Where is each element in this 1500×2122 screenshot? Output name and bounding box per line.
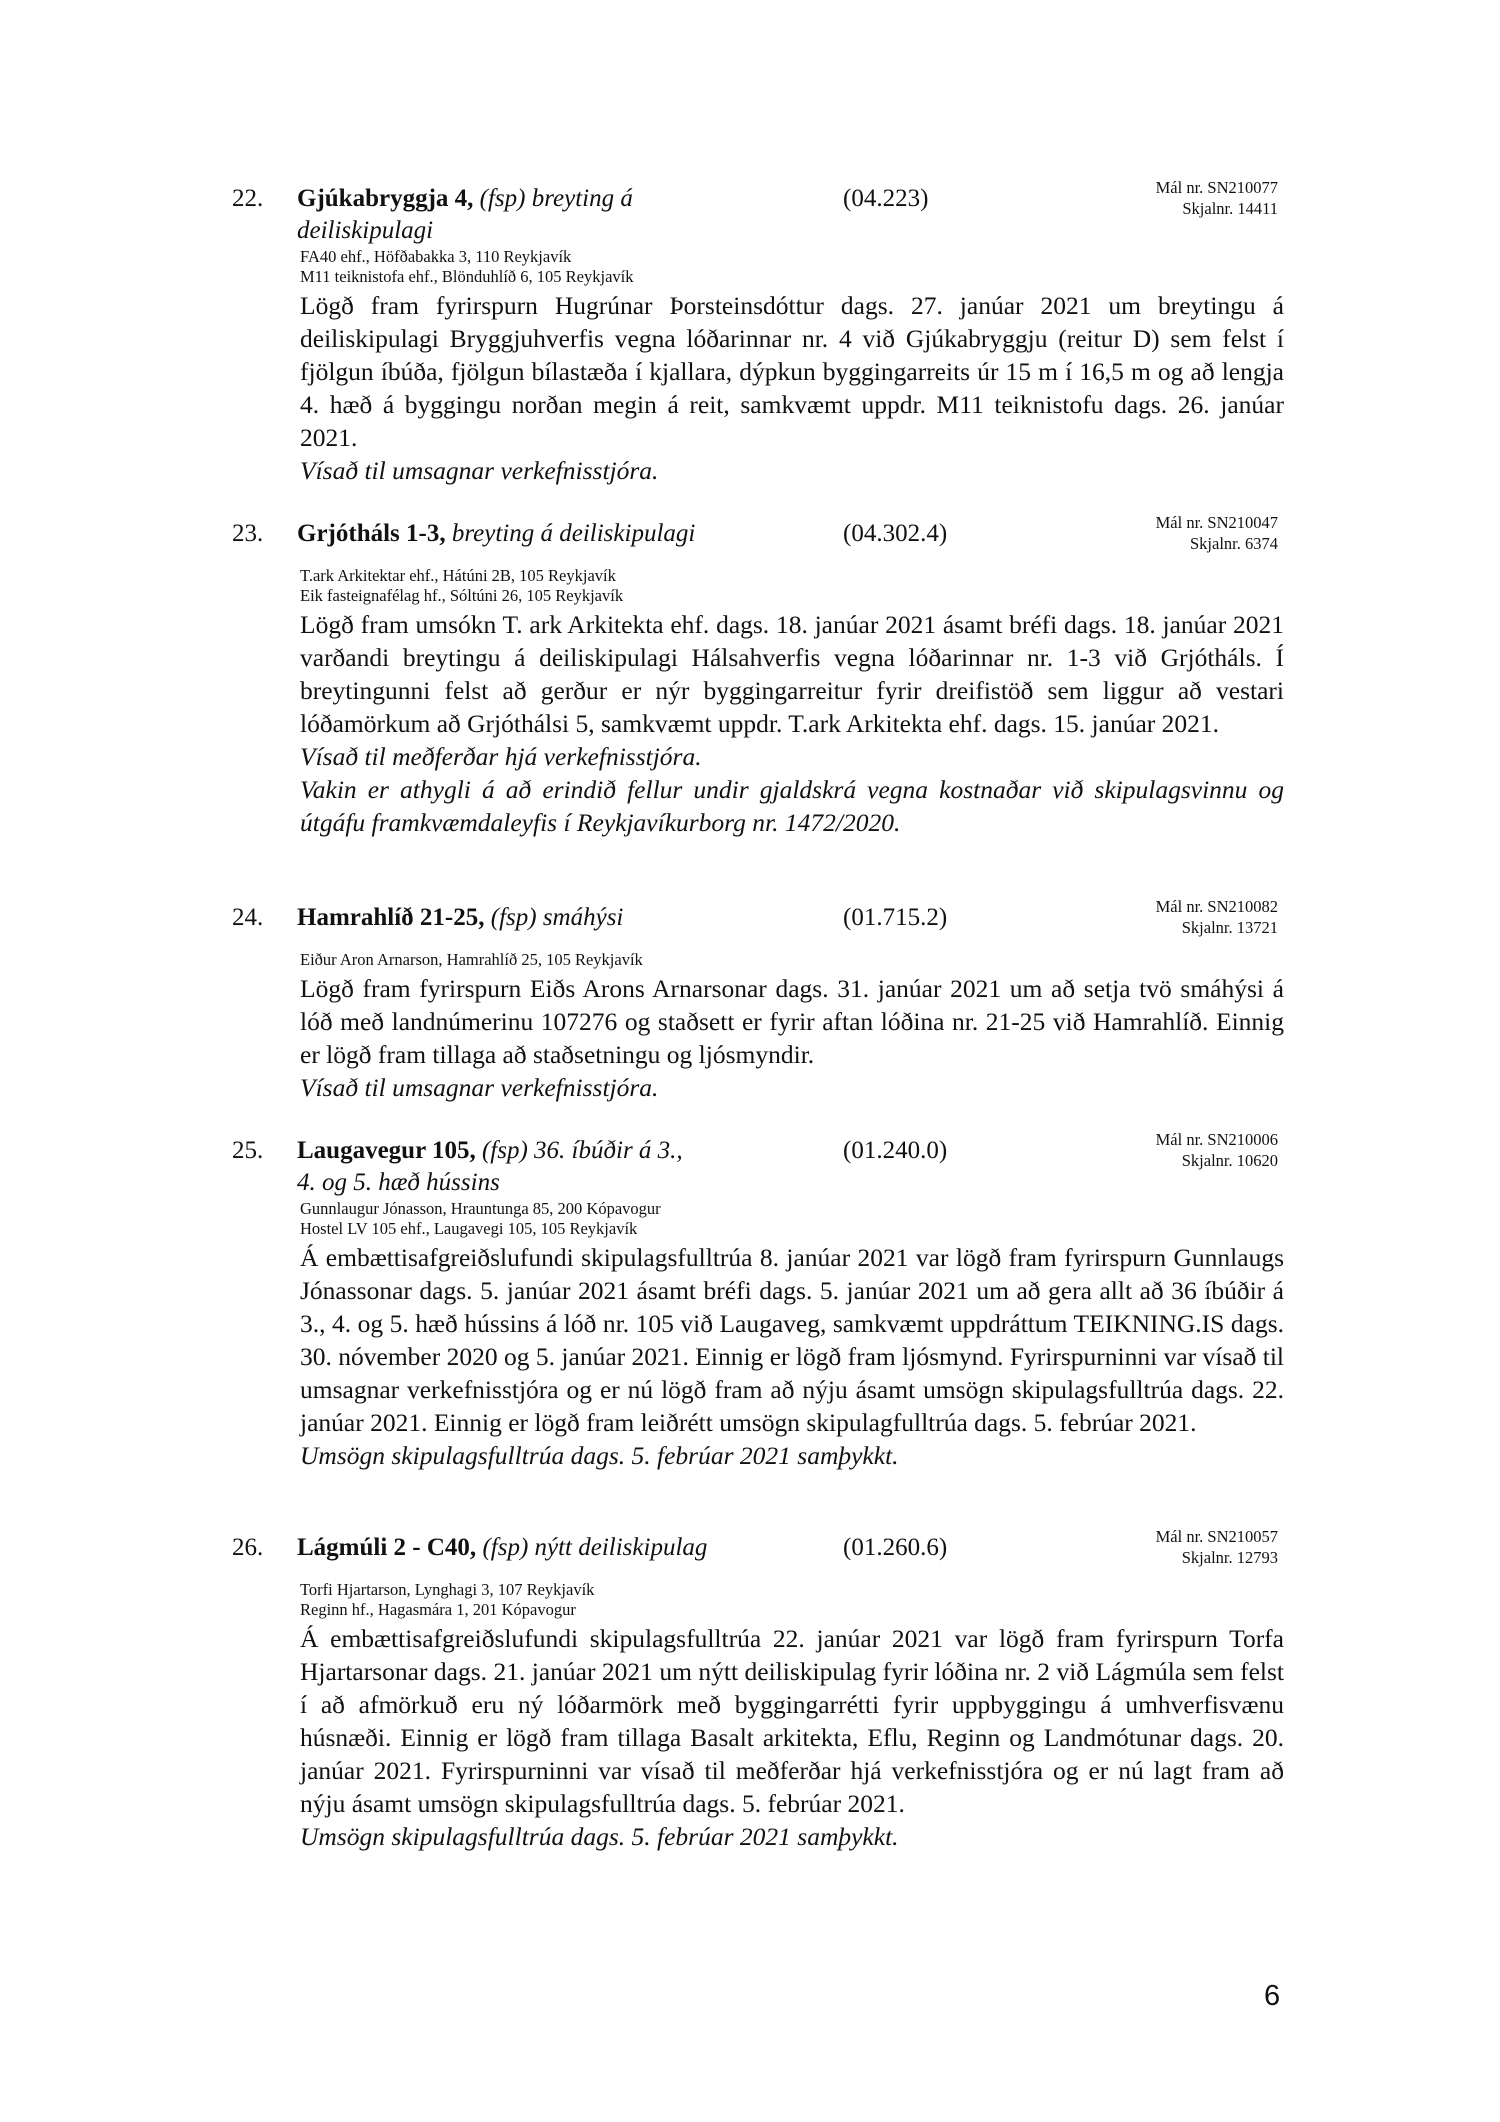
party: Reginn hf., Hagasmára 1, 201 Kópavogur <box>300 1600 576 1619</box>
item-title <box>297 518 817 550</box>
item-subject: (fsp) 36. íbúðir á 3., 4. og 5. hæð hússins <box>297 1137 683 1196</box>
item-note: Umsögn skipulagsfulltrúa dags. 5. febrúar 2021 samþykkt. <box>300 1822 899 1851</box>
party: M11 teiknistofa ehf., Blönduhlíð 6, 105 Reykjavík <box>300 267 634 286</box>
case-info <box>1156 1526 1278 1568</box>
item-text: Lögð fram umsókn T. ark Arkitekta ehf. dags. 18. janúar 2021 ásamt bréfi dags. 18. janúar 2021 varðandi breytingu á deiliskipulagi Hálsahverfis vegna lóðarinnar nr. 1-3 við Grjótháls. Í breytingunni felst að gerður er nýr byggingarreitur fyrir dreifistöð sem liggur að vestari lóðamörkum að Grjóthálsi 5, samkvæmt uppdr. T.ark Arkitekta ehf. dags. 15. janúar 2021. <box>300 610 1284 738</box>
document-number: Skjalnr. 10620 <box>1181 1151 1278 1170</box>
item-number: 22. <box>232 185 264 212</box>
document-number: Skjalnr. 14411 <box>1182 199 1278 218</box>
case-number: Mál nr. SN210006 <box>1155 1130 1278 1149</box>
item-body <box>300 289 1284 487</box>
item-note: Vísað til umsagnar verkefnisstjóra. <box>300 456 659 485</box>
item-number: 23. <box>232 520 264 547</box>
party: Gunnlaugur Jónasson, Hrauntunga 85, 200 Kópavogur <box>300 1199 661 1218</box>
item-title <box>297 902 817 934</box>
item-subject: breyting á deiliskipulagi <box>451 520 696 547</box>
item-address: Hamrahlíð 21-25, <box>297 904 485 931</box>
item-code: (01.240.0) <box>843 1137 948 1164</box>
party: T.ark Arkitektar ehf., Hátúni 2B, 105 Reykjavík <box>300 566 616 585</box>
case-number: Mál nr. SN210077 <box>1155 178 1278 197</box>
item-code: (04.223) <box>843 185 929 212</box>
case-info <box>1156 896 1278 938</box>
case-info <box>1156 512 1278 554</box>
party: Eiður Aron Arnarson, Hamrahlíð 25, 105 Reykjavík <box>300 950 643 969</box>
document-number: Skjalnr. 12793 <box>1181 1548 1278 1567</box>
item-number: 25. <box>232 1137 264 1164</box>
case-number: Mál nr. SN210082 <box>1155 897 1278 916</box>
case-number: Mál nr. SN210057 <box>1155 1527 1278 1546</box>
item-code: (01.715.2) <box>843 904 948 931</box>
item-address: Laugavegur 105, <box>297 1137 476 1164</box>
item-note: Vakin er athygli á að erindið fellur undir gjaldskrá vegna kostnaðar við skipulagsvinnu og útgáfu framkvæmdaleyfis í Reykjavíkurborg nr. 1472/2020. <box>300 775 1284 837</box>
item-note: Umsögn skipulagsfulltrúa dags. 5. febrúar 2021 samþykkt. <box>300 1441 899 1470</box>
document-number: Skjalnr. 13721 <box>1181 918 1278 937</box>
case-number: Mál nr. SN210047 <box>1155 513 1278 532</box>
item-text: Á embættisafgreiðslufundi skipulagsfulltrúa 8. janúar 2021 var lögð fram fyrirspurn Gunnlaugs Jónassonar dags. 5. janúar 2021 ásamt bréfi dags. 5. janúar 2021 um að gera allt að 36 íbúðir á 3., 4. og 5. hæð hússins á lóð nr. 105 við Laugaveg, samkvæmt uppdráttum TEIKNING.IS dags. 30. nóvember 2020 og 5. janúar 2021. Einnig er lögð fram ljósmynd. Fyrirspurninni var vísað til umsagnar verkefnisstjóra og er nú lögð fram að nýju ásamt umsögn skipulagsfulltrúa dags. 22. janúar 2021. Einnig er lögð fram leiðrétt umsögn skipulagfulltrúa dags. 5. febrúar 2021. <box>300 1243 1284 1437</box>
page-number: 6 <box>1264 1980 1281 2012</box>
item-code: (01.260.6) <box>843 1534 948 1561</box>
item-code: (04.302.4) <box>843 520 948 547</box>
item-number: 24. <box>232 904 264 931</box>
item-address: Gjúkabryggja 4, <box>297 185 474 212</box>
item-note: Vísað til umsagnar verkefnisstjóra. <box>300 1073 659 1102</box>
item-parties <box>300 566 623 606</box>
item-subject: (fsp) breyting á deiliskipulagi <box>297 185 633 244</box>
item-number: 26. <box>232 1534 264 1561</box>
item-text: Lögð fram fyrirspurn Eiðs Arons Arnarsonar dags. 31. janúar 2021 um að setja tvö smáhýsi á lóð með landnúmerinu 107276 og staðsett er fyrir aftan lóðina nr. 21-25 við Hamrahlíð. Einnig er lögð fram tillaga að staðsetningu og ljósmyndir. <box>300 974 1284 1069</box>
item-address: Grjótháls 1-3, <box>297 520 446 547</box>
item-parties <box>300 950 643 970</box>
item-text: Lögð fram fyrirspurn Hugrúnar Þorsteinsdóttur dags. 27. janúar 2021 um breytingu á deiliskipulagi Bryggjuhverfis vegna lóðarinnar nr. 4 við Gjúkabryggju (reitur D) sem felst í fjölgun íbúða, fjölgun bílastæða í kjallara, dýpkun byggingarreits úr 15 m í 16,5 m og að lengja 4. hæð á byggingu norðan megin á reit, samkvæmt uppdr. M11 teiknistofu dags. 26. janúar 2021. <box>300 291 1284 452</box>
item-parties <box>300 1199 661 1239</box>
item-note: Vísað til meðferðar hjá verkefnisstjóra. <box>300 742 702 771</box>
party: Eik fasteignafélag hf., Sóltúni 26, 105 Reykjavík <box>300 586 624 605</box>
party: Torfi Hjartarson, Lynghagi 3, 107 Reykjavík <box>300 1580 595 1599</box>
party: Hostel LV 105 ehf., Laugavegi 105, 105 Reykjavík <box>300 1219 638 1238</box>
item-title <box>297 183 707 247</box>
item-subject: (fsp) nýtt deiliskipulag <box>482 1534 708 1561</box>
item-text: Á embættisafgreiðslufundi skipulagsfulltrúa 22. janúar 2021 var lögð fram fyrirspurn Torfa Hjartarsonar dags. 21. janúar 2021 um nýtt deiliskipulag fyrir lóðina nr. 2 við Lágmúla sem felst í að afmörkuð eru ný lóðarmörk með byggingarrétti fyrir uppbyggingu á umhverfisvænu húsnæði. Einnig er lögð fram tillaga Basalt arkitekta, Eflu, Reginn og Landmótunar dags. 20. janúar 2021. Fyrirspurninni var vísað til meðferðar hjá verkefnisstjóra og er nú lagt fram að nýju ásamt umsögn skipulagsfulltrúa dags. 5. febrúar 2021. <box>300 1624 1284 1818</box>
item-body <box>300 1241 1284 1472</box>
item-title <box>297 1135 707 1199</box>
item-body <box>300 1622 1284 1853</box>
document-number: Skjalnr. 6374 <box>1189 534 1278 553</box>
case-info <box>1156 177 1278 219</box>
item-body <box>300 972 1284 1104</box>
item-address: Lágmúli 2 - C40, <box>297 1534 477 1561</box>
case-info <box>1156 1129 1278 1171</box>
item-title <box>297 1532 817 1564</box>
item-parties <box>300 247 633 287</box>
item-subject: (fsp) smáhýsi <box>490 904 624 931</box>
party: FA40 ehf., Höfðabakka 3, 110 Reykjavík <box>300 247 572 266</box>
item-body <box>300 608 1284 839</box>
item-parties <box>300 1580 594 1620</box>
